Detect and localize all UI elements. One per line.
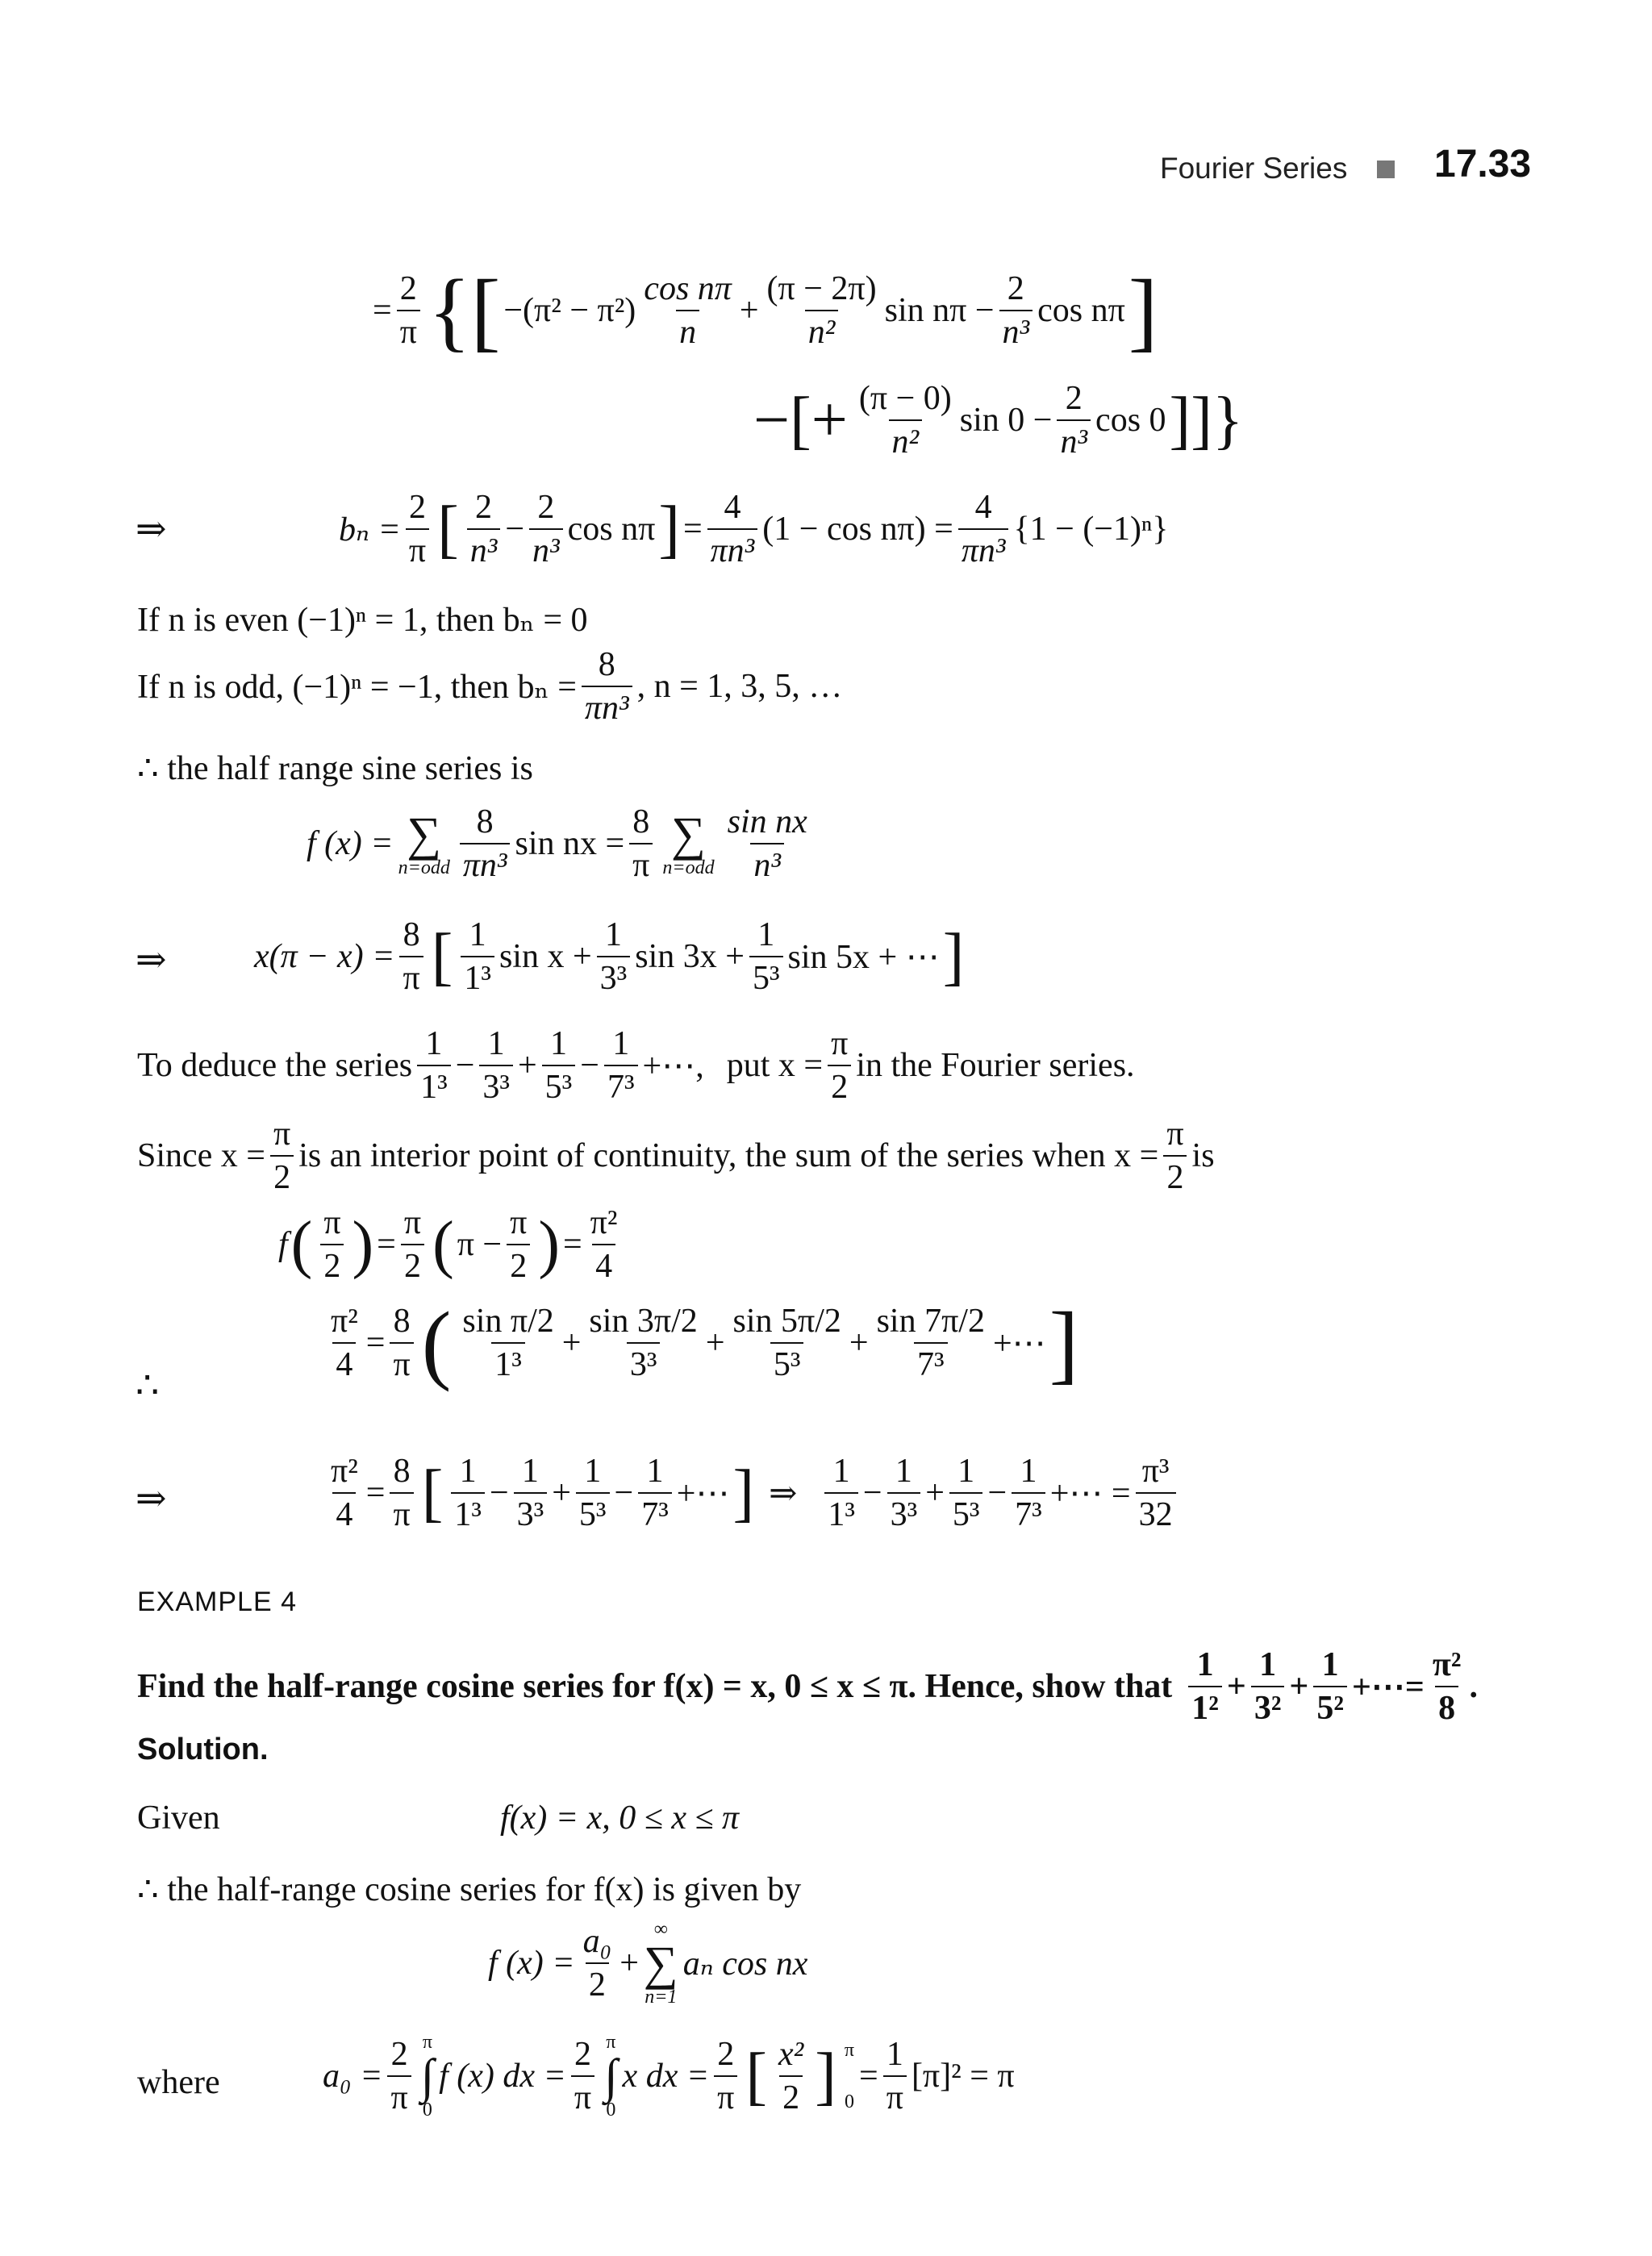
fraction-pi-over-2: $\frac{\pi}{2}$ [401,1203,424,1286]
fraction-8-over-pi: $\frac{8}{\pi}$ [390,1452,413,1535]
sin-x-term: sin x + [499,938,592,976]
where-label: where [137,2064,220,2101]
final-result-line [323,1452,1181,1535]
sin-3x-term: sin 3x + [635,938,745,976]
fraction-sin-5pi-2-over-5-cubed: $\frac{\sin 5\pi/2}{\text{5³}}$ [732,1302,841,1383]
summation-n-1-to-infinity: ∞ ∑ n=1 [643,1919,678,2008]
f-of-x-label: f (x) = [307,825,394,863]
fraction-1-over-3-cubed: $\frac{1}{\text{3³}}$ [887,1452,921,1535]
half-range-sine-series [307,803,816,886]
x-pi-minus-x-label: x(π − x) = [254,938,395,976]
implies-arrow: ⇒ [136,939,167,980]
plus-sign: + [620,1945,639,1982]
running-header-title: Fourier Series [1160,152,1348,185]
fraction-1-over-1-cubed: $\frac{1}{\text{1³}}$ [417,1024,451,1107]
equals-sign: = [682,511,703,548]
fraction-2-over-n3: $\frac{2}{\text{n³}}$ [529,488,563,571]
fraction-1-over-5-cubed: $\frac{1}{\text{5³}}$ [576,1452,610,1535]
even-case-line: If n is even (−1)ⁿ = 1, then bₙ = 0 [137,602,588,639]
fraction-pi-minus-2pi-over-n2: $\frac{(\pi - 2\pi)}{\text{n²}}$ [766,269,877,351]
fraction-2-over-pi: $\frac{2}{\pi}$ [387,2035,411,2118]
equals-sign: = [365,1474,386,1512]
plus-sign: + [849,1324,869,1362]
bn-derivation-line1 [373,261,1161,360]
fraction-1-over-3-cubed: $\frac{1}{\text{3³}}$ [514,1452,548,1535]
an-cos-nx-term: aₙ cos nx [682,1945,808,1983]
one-minus-neg-one-pow-n: {1 − (−1)ⁿ} [1013,511,1169,548]
pi-sq-over-4-series [323,1294,1082,1392]
continuity-line [137,1115,1215,1198]
fraction-pi-sq-over-4: $\frac{\text{π²}}{4}$ [590,1204,618,1286]
fraction-8-over-pi: $\frac{8}{\pi}$ [629,803,653,886]
series-tail: +⋯ [992,1325,1046,1362]
f-label: f [278,1226,288,1264]
minus-sign: − [505,511,525,548]
fraction-2-over-pi: $\frac{2}{\pi}$ [714,2035,737,2118]
fraction-1-over-pi: $\frac{1}{\pi}$ [883,2035,907,2118]
fraction-sin-pi-2-over-1-cubed: $\frac{\text{sin π/2}}{\text{1³}}$ [462,1302,554,1383]
series-tail: +⋯, [642,1048,704,1086]
fraction-1-over-1-cubed: $\frac{1}{\text{1³}}$ [461,915,494,999]
minus-sign: − [489,1474,509,1512]
open-paren: ( [290,1209,313,1281]
therefore-symbol: ∴ [136,1365,160,1406]
fraction-1-over-7-cubed: $\frac{1}{\text{7³}}$ [638,1452,672,1535]
example-statement [137,1645,1478,1728]
cos-0-term: cos 0 [1095,402,1166,440]
fraction-1-over-5-cubed: $\frac{1}{\text{5³}}$ [542,1024,576,1107]
open-bracket: [ [437,494,459,565]
integral-0-to-pi: π ∫ 0 [604,2032,618,2120]
open-paren: ( [432,1209,454,1281]
close-bracket: ] [1049,1294,1079,1392]
fraction-1-over-1-cubed: $\frac{1}{\text{1³}}$ [451,1452,485,1535]
plus-sign: + [552,1474,571,1512]
fraction-8-over-pin3: $\frac{8}{\text{πn³}}$ [460,803,511,886]
close-bracket: ] [658,494,680,565]
fraction-1-over-5-cubed: $\frac{1}{\text{5³}}$ [949,1452,983,1535]
fraction-sin-7pi-2-over-7-cubed: $\frac{\sin 7\pi/2}{\text{7³}}$ [876,1302,985,1383]
close-bracket: ] [732,1457,755,1529]
given-expression: f(x) = x, 0 ≤ x ≤ π [500,1799,740,1837]
minus-open-bracket: −[+ [753,385,848,457]
minus-sign: − [614,1474,634,1512]
solution-label: Solution. [137,1733,269,1766]
fraction-x-sq-over-2: $\frac{\text{x²}}{2}$ [778,2035,804,2116]
fraction-8-over-pin3: $\frac{8}{\text{πn³}}$ [582,645,632,728]
one-minus-cos-npi: (1 − cos nπ) = [762,511,953,548]
equals-sign: = [859,2058,878,2095]
fraction-pi-sq-over-8: $\frac{\text{π²}}{8}$ [1432,1646,1462,1728]
series-tail-equals: +⋯ = [1049,1475,1131,1513]
close-brackets: ]]} [1169,385,1244,457]
cos-npi-term: cos nπ [1037,292,1125,329]
minus-sign: − [580,1047,599,1085]
sin-npi-term: sin nπ − [884,292,995,329]
equals-sign: = [377,1226,396,1264]
fraction-1-over-7-cubed: $\frac{1}{\text{7³}}$ [604,1024,638,1107]
fraction-pi-over-2: $\frac{\pi}{2}$ [507,1203,530,1286]
fraction-2-over-pi: $\frac{2}{\pi}$ [397,269,420,352]
plus-sign: + [1289,1668,1309,1706]
integrand-f-x-dx: f (x) dx = [439,2058,566,2095]
summation-odd: ∑ n=odd [662,807,715,879]
odd-case-line [137,645,842,728]
integral-0-to-pi: π ∫ 0 [420,2032,435,2120]
fraction-1-over-3-cubed: $\frac{1}{\text{3³}}$ [479,1024,513,1107]
fraction-pi-cubed-over-32: $\frac{\text{π³}}{32}$ [1136,1452,1176,1535]
close-bracket: ] [1128,261,1158,360]
fraction-pi-sq-over-4: $\frac{\text{π²}}{4}$ [331,1302,358,1383]
plus-sign: + [705,1324,725,1362]
f-of-x-label: f (x) = [488,1945,575,1982]
close-paren: ) [538,1209,560,1281]
put-x-equals: put x = [726,1047,824,1085]
period: . [1469,1668,1478,1706]
f-pi-over-2-evaluation [278,1203,625,1286]
fraction-2-over-pi: $\frac{2}{\pi}$ [406,488,429,571]
bn-label: bₙ = [339,511,401,549]
header-square-marker [1377,161,1395,178]
example-label: EXAMPLE 4 [137,1587,297,1617]
fraction-2-over-n3: $\frac{2}{\text{n³}}$ [1057,379,1091,462]
pi-minus: π − [457,1226,503,1264]
open-bracket: [ [745,2041,768,2112]
fraction-8-over-pi: $\frac{8}{\pi}$ [390,1302,413,1385]
fraction-2-over-pi: $\frac{2}{\pi}$ [571,2035,594,2118]
fraction-cos-npi-over-n: $\frac{\text{cos nπ}}{n}$ [644,269,732,351]
minus-sign: − [987,1474,1007,1512]
odd-case-prefix: If n is odd, (−1)ⁿ = −1, then bₙ = [137,669,577,707]
x-pi-minus-x-expansion [254,915,967,999]
open-brackets: {[ [428,261,501,360]
odd-case-suffix: , n = 1, 3, 5, … [636,668,843,706]
plus-sign: + [925,1474,945,1512]
fraction-1-over-1-sq: $\frac{1}{\text{1²}}$ [1188,1645,1222,1728]
fraction-1-over-3-sq: $\frac{1}{\text{3²}}$ [1251,1645,1285,1728]
continuity-text: is an interior point of continuity, the sum of the series when x = [298,1137,1159,1175]
sin-0-term: sin 0 − [959,402,1053,440]
half-range-cosine-series [488,1920,807,2007]
fraction-4-over-pin3: $\frac{4}{\text{πn³}}$ [958,488,1009,571]
cos-npi-term: cos nπ [567,511,656,548]
series-tail-equals: +⋯= [1351,1669,1425,1707]
evaluation-limits: π 0 [844,2040,855,2112]
deduce-prefix: To deduce the series [137,1047,413,1085]
open-paren: ( [421,1294,452,1392]
a0-computation [323,2033,1015,2120]
fraction-2-over-n3: $\frac{2}{\text{n³}}$ [467,488,501,571]
summation-odd: ∑ n=odd [398,807,450,879]
page-number: 17.33 [1434,143,1532,186]
fraction-pi-over-2: $\frac{\pi}{2}$ [320,1203,344,1286]
fraction-pi-over-2: $\frac{\pi}{2}$ [1163,1115,1187,1198]
close-paren: ) [352,1209,374,1281]
open-bracket: [ [421,1457,444,1529]
fraction-1-over-5-sq: $\frac{1}{\text{5²}}$ [1313,1645,1347,1728]
bn-result-line [339,488,1168,571]
fraction-pi-sq-over-4: $\frac{\text{π²}}{4}$ [331,1453,358,1534]
deduce-suffix: in the Fourier series. [856,1047,1135,1085]
fraction-pi-minus-0-over-n2: $\frac{(\pi - 0)}{\text{n²}}$ [858,380,952,461]
fraction-1-over-1-cubed: $\frac{1}{\text{1³}}$ [824,1452,858,1535]
bn-derivation-line2 [750,379,1246,462]
close-bracket: ] [815,2041,836,2112]
sin-5x-term: sin 5x + ⋯ [787,939,940,977]
therefore-cosine-series-line: ∴ the half-range cosine series for f(x) is given by [137,1871,802,1908]
plus-sign: + [1226,1668,1246,1706]
fraction-4-over-pin3: $\frac{4}{\text{πn³}}$ [707,488,758,571]
integrand-x-dx: x dx = [622,2058,710,2095]
example-statement-text: Find the half-range cosine series for f(x) = x, 0 ≤ x ≤ π. Hence, show that [137,1668,1173,1706]
fraction-8-over-pi: $\frac{8}{\pi}$ [399,915,423,999]
fraction-a0-over-2: $\frac{\text{a₀}}{2}$ [582,1922,612,2004]
minus-sign: − [455,1047,475,1085]
close-bracket: ] [942,921,965,993]
a0-label: a₀ = [323,2058,383,2095]
fraction-sin-3pi-2-over-3-cubed: $\frac{\sin 3\pi/2}{\text{3³}}$ [589,1302,698,1383]
fraction-1-over-3-cubed: $\frac{1}{\text{3³}}$ [597,915,631,999]
fraction-pi-over-2: $\frac{\pi}{2}$ [828,1024,851,1107]
implies-arrow: ⇒ [769,1475,798,1513]
implies-arrow: ⇒ [136,1478,167,1519]
fraction-1-over-7-cubed: $\frac{1}{\text{7³}}$ [1012,1452,1045,1535]
equals-sign: = [562,1226,582,1264]
open-bracket: [ [431,921,453,993]
series-tail: +⋯ [676,1475,730,1513]
equals-sign: = [373,292,392,329]
plus-sign: + [517,1047,537,1085]
a0-result: [π]² = π [911,2058,1015,2095]
fraction-sin-nx-over-n3: $\frac{\text{sin nx}}{\text{n³}}$ [727,803,807,885]
fraction-2-over-n3: $\frac{2}{\text{n³}}$ [999,269,1033,352]
since-suffix: is [1191,1137,1215,1175]
therefore-sine-series-line: ∴ the half range sine series is [137,750,533,787]
since-prefix: Since x = [137,1137,265,1175]
plus-sign: + [739,292,759,329]
equals-sign: = [365,1324,386,1362]
given-label: Given [137,1799,220,1837]
fraction-1-over-5-cubed: $\frac{1}{\text{5³}}$ [749,915,783,999]
implies-arrow: ⇒ [136,508,167,549]
deduce-series-line [137,1024,1135,1107]
sin-nx-equals: sin nx = [515,825,625,863]
plus-sign: + [561,1324,582,1362]
fraction-pi-over-2: $\frac{\pi}{2}$ [270,1115,294,1198]
term1-prefix: −(π² − π²) [503,292,636,329]
minus-sign: − [862,1474,882,1512]
